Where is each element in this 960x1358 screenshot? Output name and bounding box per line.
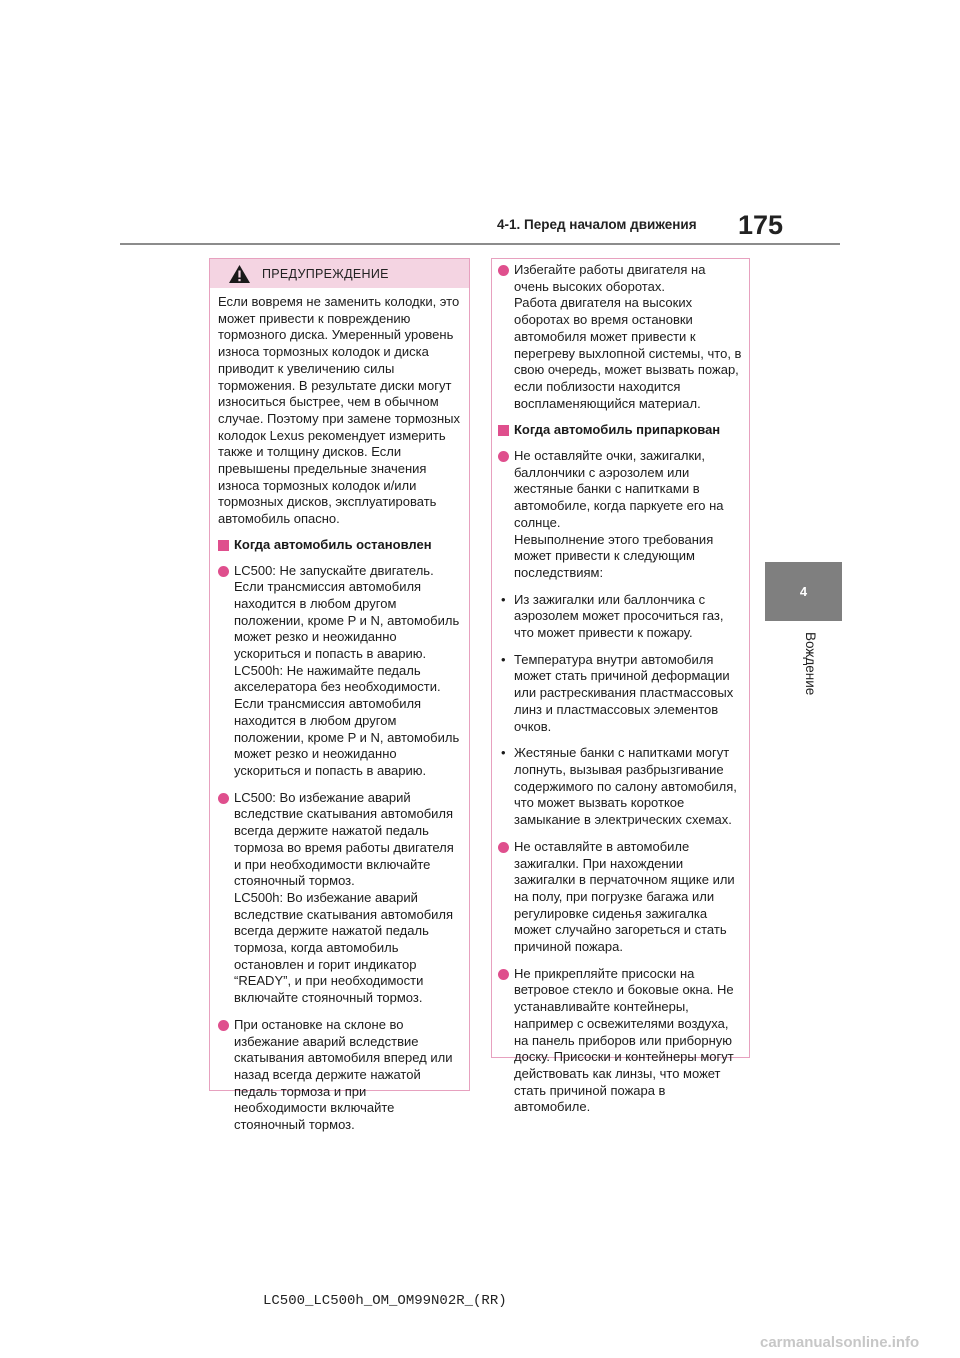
sub-bullet-text: Из зажигалки или баллончика с аэрозолем может просочиться газ, что может привести к пожару. <box>514 591 724 641</box>
bullet-mark: • <box>501 745 506 761</box>
list-item <box>218 1017 462 1134</box>
chapter-label-text: Вождение <box>803 632 818 696</box>
chapter-tab: 4 <box>765 562 842 621</box>
sub-bullet <box>498 652 743 736</box>
sub-bullet-text: Жестяные банки с напитками могут лопнуть, вызывая разбрызгивание содержимого по салону автомобиля, что может вызвать короткое замыкание в электрических схемах. <box>514 745 737 828</box>
list-item-text: Избегайте работы двигателя на очень высоких оборотах. Работа двигателя на высоких оборотах во время остановки автомобиля может привести к перегреву выхлопной системы, что, в свою очередь, может вызвать пожар, если поблизости находится воспламеняющийся материал. <box>514 262 742 411</box>
sub-bullet <box>498 592 743 642</box>
section-heading-parked <box>498 422 743 439</box>
document-code: LC500_LC500h_OM_OM99N02R_(RR) <box>263 1293 507 1309</box>
warning-body-right <box>492 259 749 1116</box>
bullet-dot-icon <box>218 566 229 577</box>
sub-bullet-text: Температура внутри автомобиля может стать причиной деформации или растрескивания пластмассовых линз и пластмассовых элементов очков. <box>514 651 734 734</box>
chapter-label <box>763 632 843 712</box>
bullet-dot-icon <box>498 451 509 462</box>
list-item <box>498 839 743 956</box>
section-heading-text: Когда автомобиль остановлен <box>234 536 432 552</box>
list-item <box>218 790 462 1007</box>
warning-body-left <box>210 288 469 1134</box>
list-item-text: Не оставляйте в автомобиле зажигалки. При нахождении зажигалки в перчаточном ящике или на полу, при погрузке багажа или регулировке сиденья зажигалка может случайно загореться и стать причиной пожара. <box>514 838 735 955</box>
list-item <box>498 966 743 1116</box>
bullet-dot-icon <box>218 1020 229 1031</box>
section-title: 4-1. Перед началом движения <box>497 217 697 232</box>
bullet-dot-icon <box>498 969 509 980</box>
section-heading-stopped <box>218 537 462 554</box>
sub-bullet <box>498 745 743 829</box>
section-heading-text: Когда автомобиль припаркован <box>514 422 721 438</box>
list-item-text: LC500: Во избежание аварий вследствие скатывания автомобиля всегда держите нажатой педаль тормоза во время работы двигателя и при необходимости включайте стояночный тормоз. LC500h: Во избежание аварий вследствие скатывания автомобиля всегда держите нажатой педаль тормоза, когда автомобиль остановлен и горит индикатор “READY”, и при необходимости включайте стояночный тормоз. <box>234 789 454 1006</box>
bullet-mark: • <box>501 591 506 607</box>
list-item-text: При остановке на склоне во избежание аварий вследствие скатывания автомобиля вперед или назад всегда держите нажатой педаль тормоза и при необходимости включайте стояночный тормоз. <box>234 1016 453 1133</box>
section-square-icon <box>218 540 229 551</box>
page-number: 175 <box>738 210 784 240</box>
list-item-text: Не прикрепляйте присоски на ветровое стекло и боковые окна. Не устанавливайте контейнеры, например с освежителями воздуха, на панель приборов или приборную доску. Присоски и контейнеры могут действовать как линзы, что может стать причиной пожара в автомобиле. <box>514 965 734 1115</box>
bullet-dot-icon <box>218 793 229 804</box>
watermark: carmanualsonline.info <box>760 1334 920 1351</box>
list-item-text: LC500: Не запускайте двигатель. Если трансмиссия автомобиля находится в любом другом положении, кроме P и N, автомобиль может резко и неожиданно ускориться и попасть в аварию. LC500h: Не нажимайте педаль акселератора без необходимости. Если трансмиссия автомобиля находится в любом другом положении, кроме P и N, автомобиль может резко и неожиданно ускориться и попасть в аварию. <box>234 562 460 778</box>
warning-panel-right <box>491 258 750 1115</box>
bullet-dot-icon <box>498 265 509 276</box>
warning-title: ПРЕДУПРЕЖДЕНИЕ <box>262 266 389 281</box>
warning-intro: Если вовремя не заменить колодки, это может привести к повреждению тормозного диска. Умеренный уровень износа тормозных колодок и диска приводит к увеличению силы торможения. В результате диски могут износиться быстрее, чем в обычном случае. Поэтому при замене тормозных колодок Lexus рекомендует измерить также и толщину дисков. Если превышены предельные значения износа тормозных колодок и/или тормозных дисков, эксплуатировать автомобиль опасно. <box>218 294 460 527</box>
header-divider <box>120 243 840 245</box>
warning-triangle-icon <box>228 264 251 284</box>
warning-header <box>210 259 469 288</box>
bullet-dot-icon <box>498 842 509 853</box>
list-item-text: Не оставляйте очки, зажигалки, баллончики с аэрозолем или жестяные банки с напитками в автомобиле, когда паркуете его на солнце. Невыполнение этого требования может привести к следующим последствиям: <box>514 448 724 580</box>
bullet-mark: • <box>501 651 506 667</box>
list-item <box>498 262 743 412</box>
list-item <box>498 448 743 582</box>
section-square-icon <box>498 425 509 436</box>
warning-panel-left <box>209 258 470 1133</box>
list-item <box>218 563 462 780</box>
